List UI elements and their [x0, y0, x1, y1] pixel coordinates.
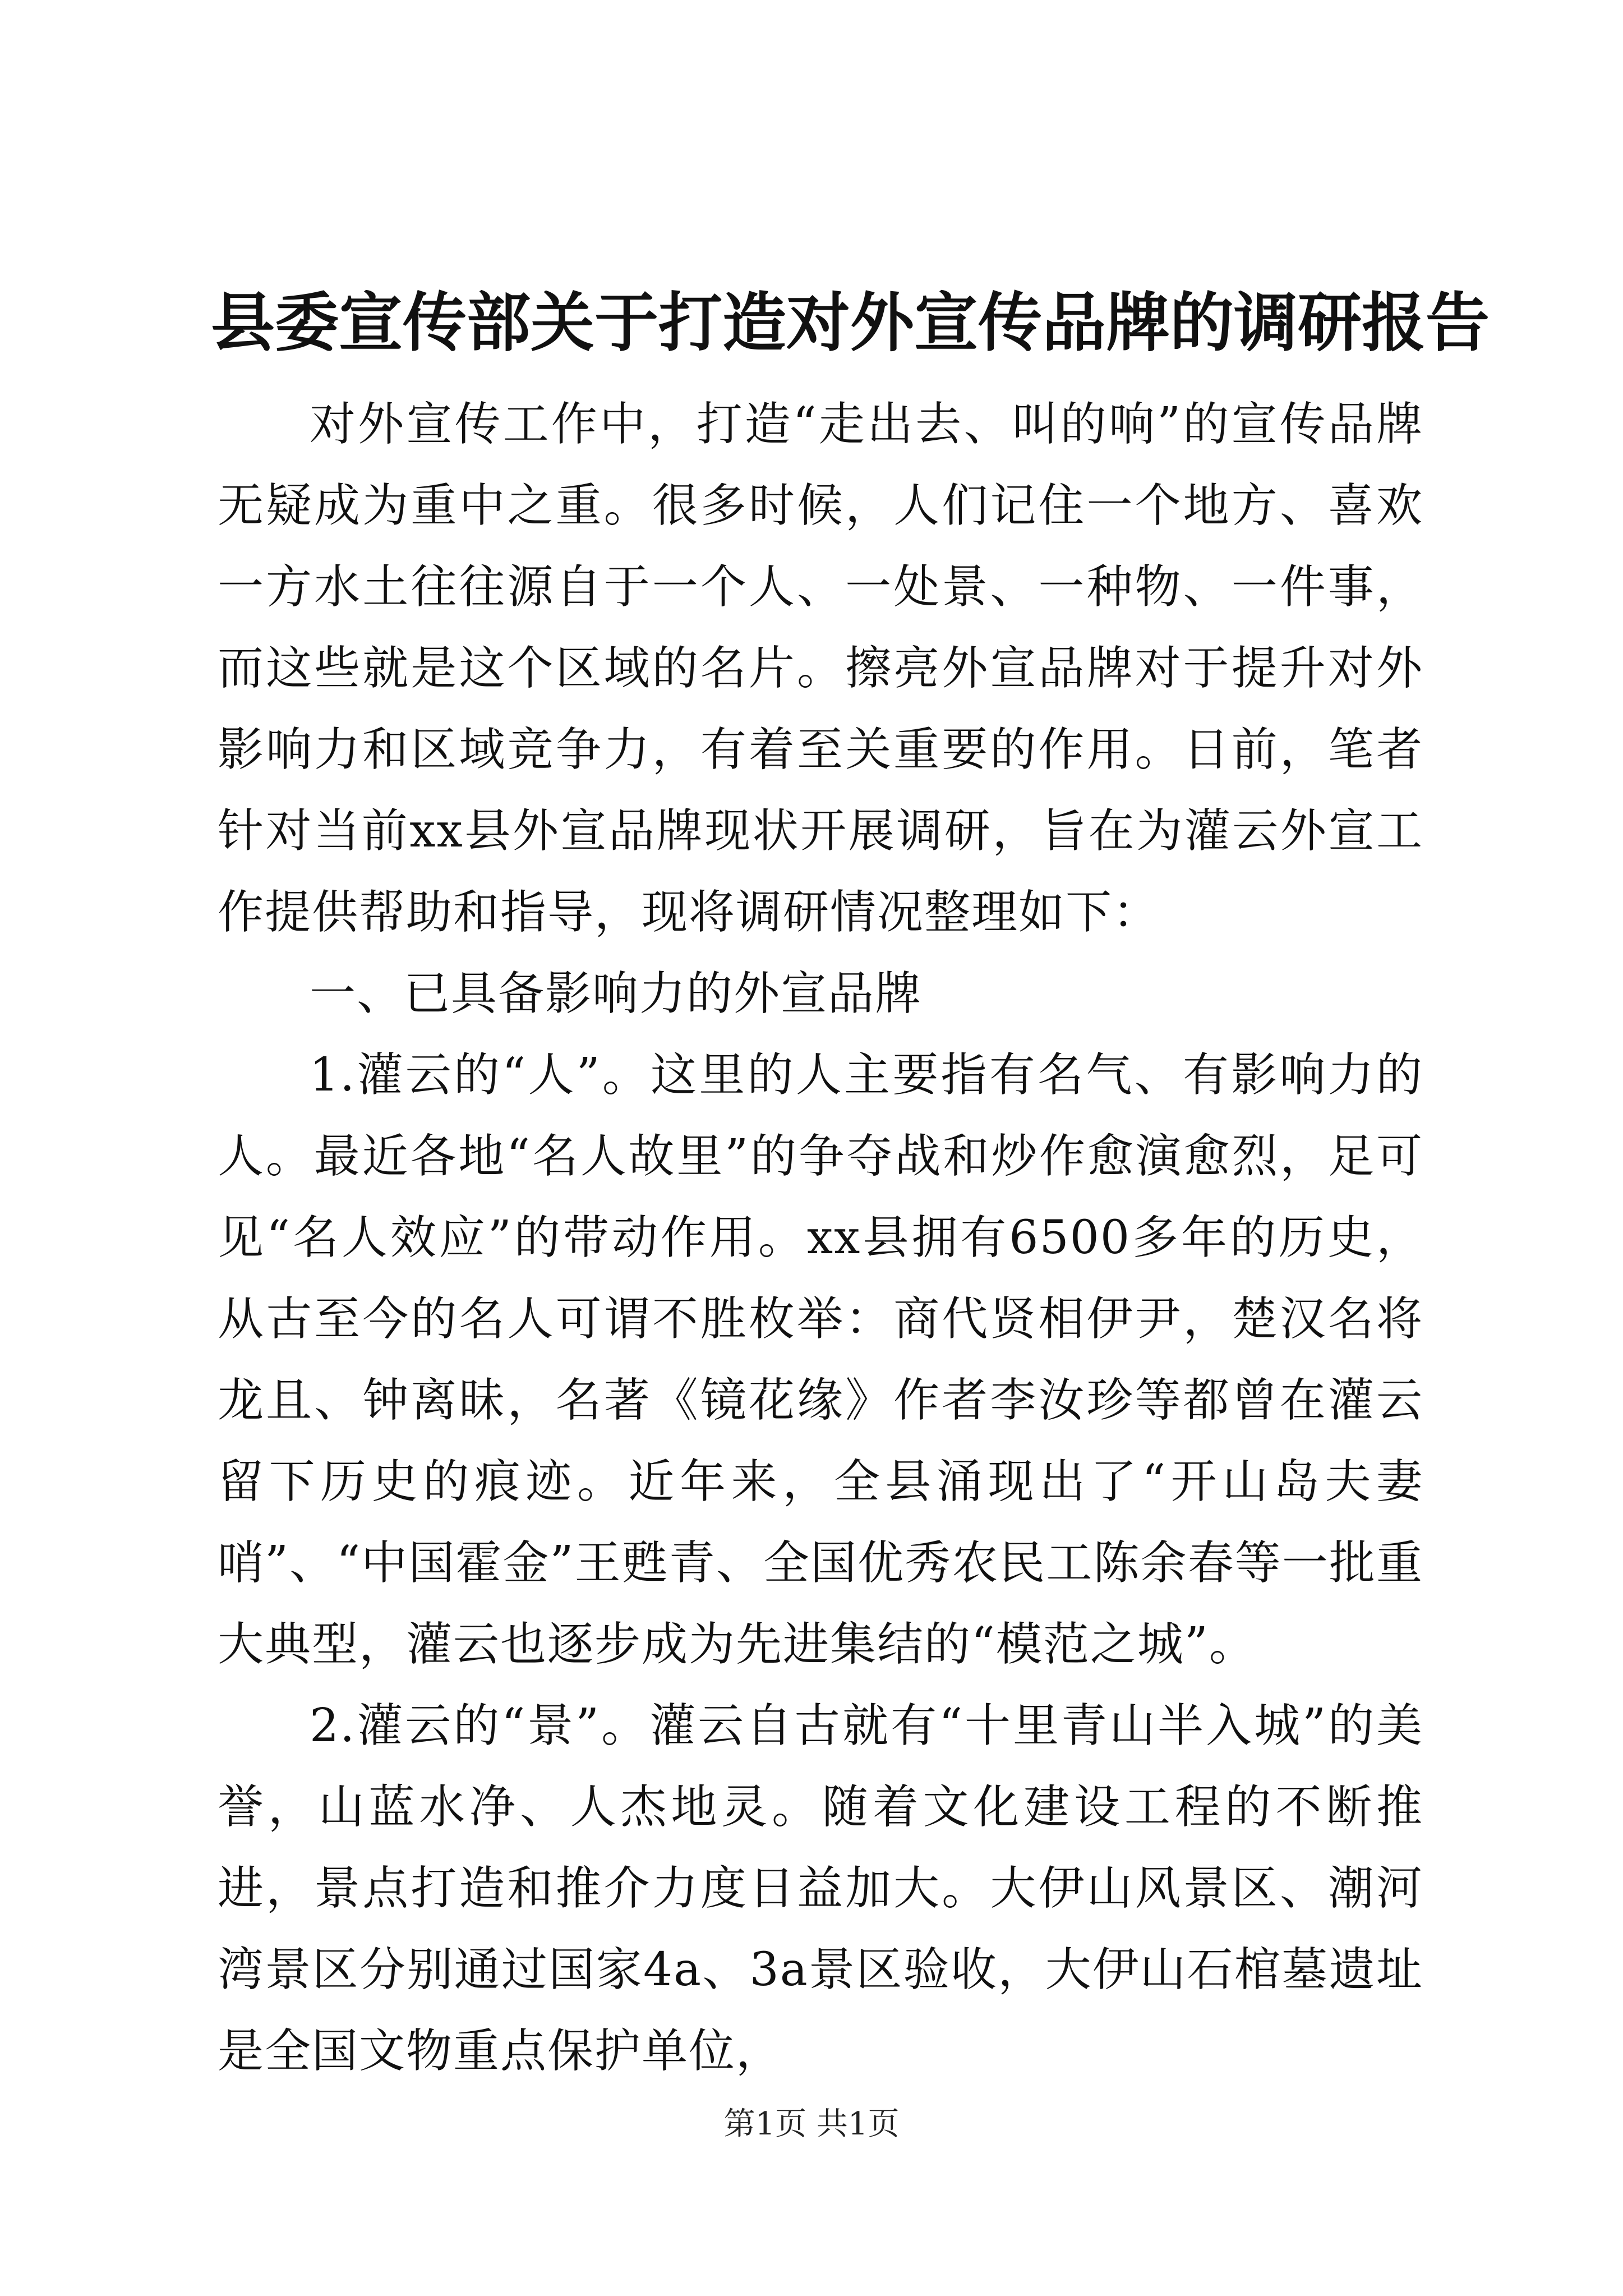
document-body	[218, 384, 1423, 2092]
page-number-footer: 第1页 共1页	[723, 2106, 900, 2142]
section-heading: 一、已具备影响力的外宣品牌	[310, 967, 923, 1020]
document-title: 县委宣传部关于打造对外宣传品牌的调研报告	[211, 285, 1490, 360]
paragraph-intro: 对外宣传工作中，打造“走出去、叫的响”的宣传品牌无疑成为重中之重。很多时候，人们记住一个地方、喜欢一方水土往往源自于一个人、一处景、一种物、一件事，而这些就是这个区域的名片。擦亮外宣品牌对于提升对外影响力和区域竞争力，有着至关重要的作用。日前，笔者针对当前xx县外宣品牌现状开展调研，旨在为灌云外宣工作提供帮助和指导，现将调研情况整理如下：	[218, 398, 1423, 939]
paragraph-scenery: 2.灌云的“景”。灌云自古就有“十里青山半入城”的美誉，山蓝水净、人杰地灵。随着文化建设工程的不断推进，景点打造和推介力度日益加大。大伊山风景区、潮河湾景区分别通过国家4a、3a景区验收，大伊山石棺墓遗址是全国文物重点保护单位，	[218, 1699, 1423, 2078]
paragraph-people: 1.灌云的“人”。这里的人主要指有名气、有影响力的人。最近各地“名人故里”的争夺战和炒作愈演愈烈，足可见“名人效应”的带动作用。xx县拥有6500多年的历史，从古至今的名人可谓不胜枚举：商代贤相伊尹，楚汉名将龙且、钟离昧，名著《镜花缘》作者李汝珍等都曾在灌云留下历史的痕迹。近年来，全县涌现出了“开山岛夫妻哨”、“中国霍金”王甦青、全国优秀农民工陈余春等一批重大典型，灌云也逐步成为先进集结的“模范之城”。	[218, 1048, 1423, 1671]
